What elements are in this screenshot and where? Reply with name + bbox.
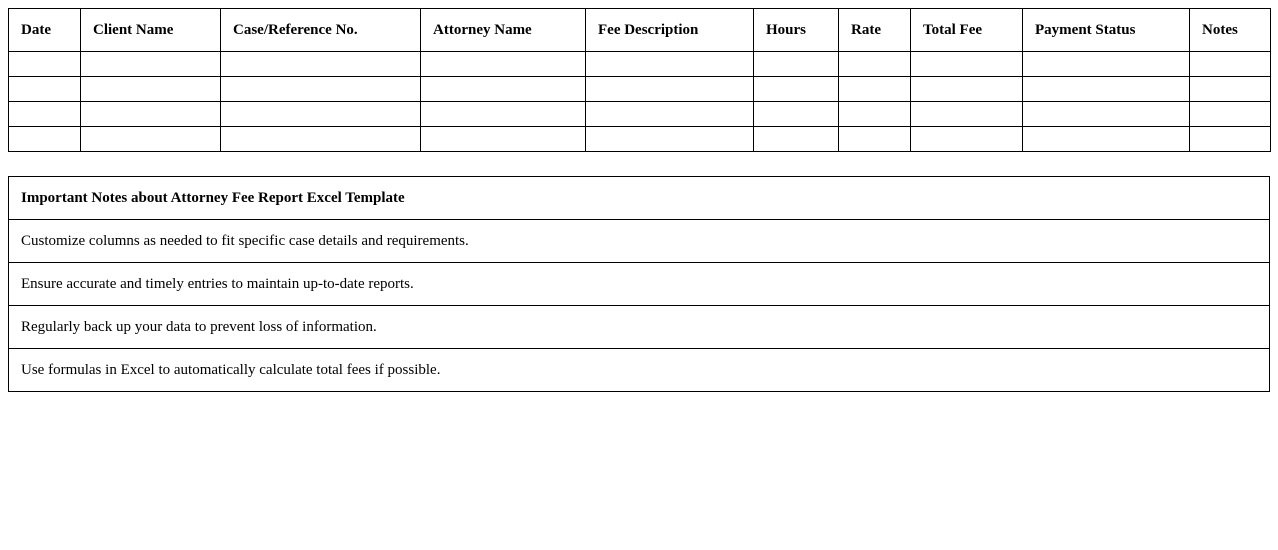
column-header-attorney-name: Attorney Name (421, 9, 586, 52)
column-header-payment-status: Payment Status (1023, 9, 1190, 52)
table-cell-rate[interactable] (839, 77, 911, 102)
notes-title: Important Notes about Attorney Fee Report Excel Template (9, 177, 1270, 220)
table-cell-case-reference-no[interactable] (221, 102, 421, 127)
table-cell-notes[interactable] (1190, 102, 1271, 127)
table-cell-rate[interactable] (839, 127, 911, 152)
table-row (9, 77, 1271, 102)
table-cell-date[interactable] (9, 127, 81, 152)
table-cell-fee-description[interactable] (586, 102, 754, 127)
note-item: Use formulas in Excel to automatically calculate total fees if possible. (9, 349, 1270, 392)
note-item: Regularly back up your data to prevent loss of information. (9, 306, 1270, 349)
notes-row (9, 306, 1270, 349)
table-cell-rate[interactable] (839, 102, 911, 127)
table-cell-hours[interactable] (754, 52, 839, 77)
table-cell-total-fee[interactable] (911, 102, 1023, 127)
table-cell-hours[interactable] (754, 102, 839, 127)
table-cell-date[interactable] (9, 77, 81, 102)
column-header-notes: Notes (1190, 9, 1271, 52)
table-cell-client-name[interactable] (81, 52, 221, 77)
table-cell-fee-description[interactable] (586, 52, 754, 77)
column-header-client-name: Client Name (81, 9, 221, 52)
table-cell-attorney-name[interactable] (421, 77, 586, 102)
note-item: Ensure accurate and timely entries to maintain up-to-date reports. (9, 263, 1270, 306)
table-cell-attorney-name[interactable] (421, 102, 586, 127)
table-cell-hours[interactable] (754, 77, 839, 102)
column-header-fee-description: Fee Description (586, 9, 754, 52)
attorney-fee-table (8, 8, 1271, 152)
table-cell-payment-status[interactable] (1023, 77, 1190, 102)
table-cell-payment-status[interactable] (1023, 52, 1190, 77)
important-notes-table (8, 176, 1270, 392)
column-header-date: Date (9, 9, 81, 52)
table-cell-case-reference-no[interactable] (221, 127, 421, 152)
column-header-total-fee: Total Fee (911, 9, 1023, 52)
notes-row (9, 263, 1270, 306)
table-cell-attorney-name[interactable] (421, 52, 586, 77)
table-cell-case-reference-no[interactable] (221, 52, 421, 77)
table-row (9, 52, 1271, 77)
notes-row (9, 220, 1270, 263)
table-cell-notes[interactable] (1190, 127, 1271, 152)
notes-header-row (9, 177, 1270, 220)
note-item: Customize columns as needed to fit specific case details and requirements. (9, 220, 1270, 263)
table-cell-notes[interactable] (1190, 77, 1271, 102)
table-cell-client-name[interactable] (81, 102, 221, 127)
table-header-row (9, 9, 1271, 52)
table-cell-payment-status[interactable] (1023, 102, 1190, 127)
table-cell-client-name[interactable] (81, 77, 221, 102)
column-header-hours: Hours (754, 9, 839, 52)
table-cell-notes[interactable] (1190, 52, 1271, 77)
table-cell-rate[interactable] (839, 52, 911, 77)
notes-row (9, 349, 1270, 392)
table-cell-payment-status[interactable] (1023, 127, 1190, 152)
table-cell-date[interactable] (9, 52, 81, 77)
table-cell-case-reference-no[interactable] (221, 77, 421, 102)
table-cell-hours[interactable] (754, 127, 839, 152)
table-cell-total-fee[interactable] (911, 77, 1023, 102)
table-cell-total-fee[interactable] (911, 52, 1023, 77)
table-cell-date[interactable] (9, 102, 81, 127)
table-cell-client-name[interactable] (81, 127, 221, 152)
table-cell-attorney-name[interactable] (421, 127, 586, 152)
column-header-rate: Rate (839, 9, 911, 52)
table-row (9, 102, 1271, 127)
table-cell-fee-description[interactable] (586, 127, 754, 152)
table-cell-fee-description[interactable] (586, 77, 754, 102)
table-cell-total-fee[interactable] (911, 127, 1023, 152)
table-row (9, 127, 1271, 152)
column-header-case-reference-no: Case/Reference No. (221, 9, 421, 52)
